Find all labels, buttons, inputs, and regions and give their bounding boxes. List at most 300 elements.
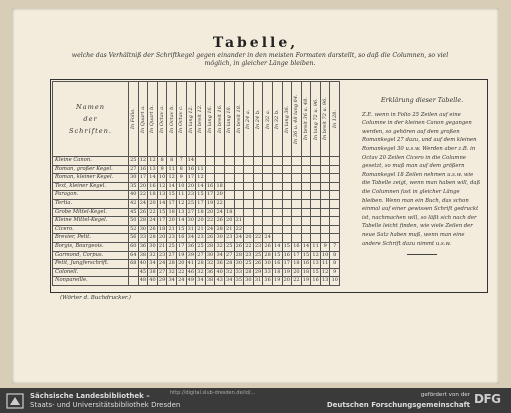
table-cell (263, 191, 273, 200)
typeface-name: Brevier, Petit. (53, 234, 129, 243)
table-cell: 17 (176, 242, 186, 251)
permalink-url[interactable]: http://digital.slub-dresden.de/id/... (170, 390, 256, 396)
table-cell (292, 174, 302, 183)
table-cell: 56 (129, 234, 139, 243)
table-cell: 68 (129, 260, 139, 269)
table-row (53, 199, 340, 208)
table-cell: 36 (215, 260, 225, 269)
table-cell: 23 (224, 234, 234, 243)
column-header-label: In Folio. (130, 108, 137, 130)
table-cell: 20 (148, 199, 158, 208)
table-cell: 10 (176, 182, 186, 191)
table-cell: 34 (215, 251, 225, 260)
table-cell: 27 (157, 268, 167, 277)
table-cell (330, 165, 340, 174)
table-cell: 8 (330, 260, 340, 269)
table-cell (234, 182, 244, 191)
table-cell: 13 (311, 260, 321, 269)
table-cell: 21 (224, 225, 234, 234)
table-cell: 23 (244, 251, 254, 260)
table-cell (282, 199, 292, 208)
column-header-label: In Octav a. (159, 105, 166, 133)
column-header (263, 82, 273, 157)
table-cell: 26 (234, 242, 244, 251)
column-header-label: In Octav b. (168, 105, 175, 133)
typeface-name: Text, kleiner Kegel. (53, 182, 129, 191)
table-cell (263, 208, 273, 217)
column-header-label: In breit 72 u. 96. (322, 97, 329, 141)
table-cell (282, 174, 292, 183)
table-cell: 9 (320, 242, 330, 251)
table-cell (224, 165, 234, 174)
table-cell (205, 174, 215, 183)
table-cell (330, 208, 340, 217)
table-cell: 27 (186, 208, 196, 217)
column-header (224, 82, 234, 157)
table-cell: 50 (129, 217, 139, 226)
table-cell (292, 165, 302, 174)
typeface-name: Paragon. (53, 191, 129, 200)
table-cell: 16 (186, 165, 196, 174)
table-row (53, 157, 340, 166)
table-cell (330, 199, 340, 208)
table-cell: 26 (138, 208, 148, 217)
library-name-line-1: Sächsische Landesbibliothek – (30, 392, 150, 400)
library-name-line-2: Staats- und Universitätsbibliothek Dresden (30, 401, 181, 409)
table-cell: 38 (205, 277, 215, 286)
column-header-label: In Quart b. (149, 105, 156, 133)
table-cell: 20 (282, 277, 292, 286)
table-cell: 30 (129, 174, 139, 183)
table-cell (244, 191, 254, 200)
table-cell: 17 (157, 217, 167, 226)
table-cell: 34 (148, 260, 158, 269)
table-cell: 20 (138, 182, 148, 191)
table-cell (301, 225, 311, 234)
table-cell: 30 (138, 225, 148, 234)
table-cell: 25 (244, 260, 254, 269)
table-cell: 48 (138, 277, 148, 286)
table-cell: 11 (167, 165, 177, 174)
column-header (301, 82, 311, 157)
table-cell: 28 (234, 251, 244, 260)
table-cell (234, 208, 244, 217)
table-cell (301, 199, 311, 208)
table-cell: 18 (272, 268, 282, 277)
table-cell (320, 191, 330, 200)
table-cell: 24 (157, 260, 167, 269)
column-header (148, 82, 158, 157)
table-cell: 7 (176, 157, 186, 166)
table-cell: 18 (224, 208, 234, 217)
page-title: Tabelle, (212, 35, 299, 51)
table-cell: 22 (205, 217, 215, 226)
table-row (53, 191, 340, 200)
table-cell: 43 (215, 277, 225, 286)
column-header (272, 82, 282, 157)
table-cell (129, 277, 139, 286)
table-cell: 15 (272, 251, 282, 260)
table-cell (244, 208, 254, 217)
table-cell (272, 217, 282, 226)
table-cell (330, 182, 340, 191)
column-header (282, 82, 292, 157)
table-cell (301, 157, 311, 166)
table-cell (311, 182, 321, 191)
table-cell: 14 (167, 182, 177, 191)
table-cell: 30 (148, 242, 158, 251)
table-cell (263, 225, 273, 234)
table-row (53, 174, 340, 183)
table-cell: 18 (292, 260, 302, 269)
type-size-table (52, 81, 340, 286)
table-cell (282, 234, 292, 243)
table-cell (282, 182, 292, 191)
table-cell (301, 191, 311, 200)
funding-line-2: Deutschen Forschungsgemeinschaft (326, 401, 470, 409)
table-cell (263, 174, 273, 183)
dfg-logo: DFG (474, 392, 501, 406)
footer-bar (0, 388, 511, 413)
column-header-label: In lang 36. (283, 105, 290, 133)
table-cell: 64 (129, 251, 139, 260)
table-cell: 30 (263, 260, 273, 269)
column-header (320, 82, 330, 157)
explanation-text: Z.E. wenn in Folio 25 Zeilen auf eine Columne in der kleinen Canon gegangen werden, so gehören auf dem großen Romankegel 27 dazu, und auf dem kleinen Romankegel 30 u.s.w. Werden aber z.B. in Octav 20 Zeilen Cicero in die Columne gesetzt, so muß man auf dem größern Romankegel 18 Zeilen nehmen u.s.w. wie die Tabelle zeigt, wenn man haben will, daß die Columnen fast in gleicher Länge bleiben. Wenn man ein Buch, das schon einmal auf einer gewissen Schrift gedruckt ist, nachmachen will, so läßt sich nach der Tabelle leicht finden, wie viele Zeilen der neue Satz haben muß, wenn man eine andere Schrift dazu nimmt u.s.w. (362, 111, 481, 247)
funding-line-1: gefördert von der (420, 392, 470, 398)
table-cell: 28 (244, 268, 254, 277)
table-cell: 14 (148, 174, 158, 183)
table-cell: 8 (157, 157, 167, 166)
table-cell: 19 (301, 277, 311, 286)
table-row (53, 217, 340, 226)
column-header (311, 82, 321, 157)
table-cell (224, 174, 234, 183)
column-header-label: In lang 16. (207, 105, 214, 133)
table-cell (301, 174, 311, 183)
table-cell (263, 199, 273, 208)
table-cell (272, 182, 282, 191)
typeface-name: Petit, Jungferschrift. (53, 260, 129, 269)
column-header-label: In lang 18. (226, 105, 233, 133)
table-cell: 7 (330, 242, 340, 251)
table-cell: 15 (176, 225, 186, 234)
explanation-rule (407, 254, 437, 255)
table-cell: 46 (186, 268, 196, 277)
column-header-label: In 36 u. 48 lang 64. (293, 94, 300, 144)
column-header (129, 82, 139, 157)
table-cell: 27 (167, 251, 177, 260)
table-cell: 12 (148, 157, 158, 166)
table-cell: 14 (301, 242, 311, 251)
column-header (186, 82, 196, 157)
table-cell: 15 (301, 251, 311, 260)
table-cell: 26 (205, 234, 215, 243)
typeface-name: Roman, großer Kegel. (53, 165, 129, 174)
table-cell: 40 (129, 191, 139, 200)
column-header-label: In Octav c. (178, 105, 185, 133)
table-cell (301, 208, 311, 217)
table-cell (320, 174, 330, 183)
table-cell: 40 (138, 260, 148, 269)
table-cell: 12 (320, 268, 330, 277)
table-cell (272, 191, 282, 200)
table-cell: 12 (196, 174, 206, 183)
source-note: (Wörter d. Buchdrucker.) (60, 295, 131, 301)
table-cell (215, 174, 225, 183)
table-cell: 22 (148, 208, 158, 217)
table-cell: 22 (244, 242, 254, 251)
table-cell: 12 (138, 157, 148, 166)
table-cell (253, 182, 263, 191)
table-cell: 19 (205, 199, 215, 208)
table-cell (320, 157, 330, 166)
table-cell: 32 (196, 268, 206, 277)
table-cell (320, 234, 330, 243)
table-row (53, 268, 340, 277)
table-cell: 16 (292, 242, 302, 251)
table-cell: 18 (215, 182, 225, 191)
table-cell (292, 199, 302, 208)
table-row (53, 242, 340, 251)
table-cell (282, 165, 292, 174)
table-cell: 28 (148, 234, 158, 243)
table-cell (320, 217, 330, 226)
table-cell: 30 (244, 277, 254, 286)
table-cell: 9 (157, 165, 167, 174)
table-cell: 14 (176, 217, 186, 226)
table-cell: 22 (292, 277, 302, 286)
table-cell: 20 (205, 208, 215, 217)
table-cell: 30 (205, 251, 215, 260)
table-cell (263, 217, 273, 226)
table-cell: 23 (253, 242, 263, 251)
typeface-name: Colonell. (53, 268, 129, 277)
table-cell: 60 (129, 242, 139, 251)
table-cell: 17 (138, 174, 148, 183)
table-cell (320, 165, 330, 174)
table-cell: 28 (263, 251, 273, 260)
table-cell: 18 (301, 268, 311, 277)
table-cell (244, 157, 254, 166)
table-cell: 16 (176, 234, 186, 243)
column-header (234, 82, 244, 157)
table-cell: 28 (205, 242, 215, 251)
typeface-name: Cicero. (53, 225, 129, 234)
table-cell (330, 191, 340, 200)
table-cell: 15 (157, 208, 167, 217)
table-cell: 38 (148, 268, 158, 277)
table-cell (244, 182, 254, 191)
table-cell (253, 208, 263, 217)
table-cell (311, 217, 321, 226)
table-cell (253, 217, 263, 226)
typeface-name: Roman, kleiner Kegel. (53, 174, 129, 183)
name-header-line-2: der (83, 115, 98, 123)
column-header-label: In 32 a. (264, 109, 271, 129)
typeface-name: Borgis, Bourgeois. (53, 242, 129, 251)
column-header (292, 82, 302, 157)
typeface-name: Kleine Mittel-Kegel. (53, 217, 129, 226)
table-cell: 20 (167, 217, 177, 226)
table-cell: 16 (148, 182, 158, 191)
table-cell (244, 217, 254, 226)
table-cell: 33 (138, 234, 148, 243)
table-cell: 33 (234, 268, 244, 277)
table-cell (311, 174, 321, 183)
table-cell (311, 191, 321, 200)
table-cell: 19 (272, 277, 282, 286)
table-cell (234, 191, 244, 200)
table-cell: 13 (148, 165, 158, 174)
table-cell: 36 (205, 268, 215, 277)
column-header-label: In breit 12. (197, 104, 204, 134)
table-cell: 16 (205, 182, 215, 191)
table-cell (253, 157, 263, 166)
table-cell: 28 (167, 260, 177, 269)
table-cell (311, 199, 321, 208)
column-header-label: In 128. (331, 110, 338, 128)
table-cell: 24 (215, 208, 225, 217)
table-cell: 17 (205, 191, 215, 200)
explanation-panel (362, 96, 482, 255)
column-header (205, 82, 215, 157)
table-cell (282, 225, 292, 234)
table-cell: 20 (186, 182, 196, 191)
table-cell: 18 (167, 208, 177, 217)
table-cell: 16 (301, 260, 311, 269)
table-cell (263, 157, 273, 166)
table-cell: 28 (138, 217, 148, 226)
table-row (53, 251, 340, 260)
table-cell: 20 (244, 234, 254, 243)
table-cell: 38 (138, 251, 148, 260)
table-cell: 16 (311, 277, 321, 286)
table-cell: 34 (186, 234, 196, 243)
column-header (167, 82, 177, 157)
table-cell: 25 (253, 251, 263, 260)
table-cell: 29 (253, 268, 263, 277)
table-cell (244, 225, 254, 234)
table-cell: 24 (148, 217, 158, 226)
table-cell: 20 (292, 268, 302, 277)
table-cell (205, 157, 215, 166)
table-cell: 21 (167, 225, 177, 234)
table-cell (330, 217, 340, 226)
table-cell: 12 (176, 199, 186, 208)
table-cell (301, 217, 311, 226)
table-cell: 11 (176, 191, 186, 200)
table-cell (224, 182, 234, 191)
table-cell: 31 (253, 277, 263, 286)
table-cell: 22 (234, 225, 244, 234)
column-header-label: In breit 16. (216, 104, 223, 134)
name-header-line-1: Namen (75, 103, 106, 111)
table-cell: 52 (129, 225, 139, 234)
column-header (157, 82, 167, 157)
table-cell: 29 (157, 277, 167, 286)
table-cell (320, 199, 330, 208)
table-cell: 26 (148, 225, 158, 234)
table-cell (292, 208, 302, 217)
table-cell: 20 (224, 217, 234, 226)
table-cell (234, 199, 244, 208)
table-cell: 30 (186, 217, 196, 226)
table-cell (292, 217, 302, 226)
table-row (53, 182, 340, 191)
table-cell (301, 165, 311, 174)
table-cell: 28 (224, 260, 234, 269)
table-cell (320, 208, 330, 217)
table-cell (272, 234, 282, 243)
table-cell: 24 (263, 234, 273, 243)
table-cell: 31 (186, 225, 196, 234)
typeface-name: Garmond, Corpus. (53, 251, 129, 260)
table-cell (234, 174, 244, 183)
table-cell (292, 157, 302, 166)
table-cell: 23 (196, 234, 206, 243)
table-cell (292, 234, 302, 243)
table-cell: 12 (157, 182, 167, 191)
table-row (53, 260, 340, 269)
table-cell: 12 (311, 251, 321, 260)
table-cell: 22 (215, 199, 225, 208)
table-header-row (53, 82, 340, 157)
table-cell (301, 182, 311, 191)
table-cell: 13 (320, 277, 330, 286)
table-cell (272, 174, 282, 183)
table-cell (215, 157, 225, 166)
table-cell (330, 174, 340, 183)
table-cell (272, 208, 282, 217)
table-cell: 24 (138, 199, 148, 208)
table-cell: 41 (186, 260, 196, 269)
table-cell: 35 (129, 182, 139, 191)
table-cell (253, 165, 263, 174)
explanation-heading: Erklärung dieser Tabelle. (380, 96, 464, 104)
table-cell (330, 234, 340, 243)
table-cell: 36 (263, 277, 273, 286)
table-row (53, 208, 340, 217)
table-cell: 28 (215, 225, 225, 234)
table-cell: 15 (311, 268, 321, 277)
table-cell: 22 (138, 191, 148, 200)
column-header-label: In 24 a. (245, 109, 252, 129)
table-cell (253, 191, 263, 200)
table-cell: 24 (234, 234, 244, 243)
table-cell (196, 157, 206, 166)
table-cell (282, 157, 292, 166)
typeface-name: Tertia. (53, 199, 129, 208)
table-cell: 12 (167, 174, 177, 183)
table-cell: 8 (330, 251, 340, 260)
table-cell: 13 (157, 191, 167, 200)
table-cell (263, 165, 273, 174)
table-cell: 23 (186, 191, 196, 200)
name-column-header (53, 82, 129, 157)
column-header (138, 82, 148, 157)
table-cell (234, 165, 244, 174)
table-cell (205, 165, 215, 174)
typeface-name: Kleine Canon. (53, 157, 129, 166)
table-cell: 32 (167, 268, 177, 277)
table-cell (272, 157, 282, 166)
table-cell: 13 (176, 208, 186, 217)
column-header-label: In lang 72 u. 96. (312, 98, 319, 140)
table-cell: 32 (148, 251, 158, 260)
table-cell (292, 182, 302, 191)
table-cell: 19 (176, 251, 186, 260)
